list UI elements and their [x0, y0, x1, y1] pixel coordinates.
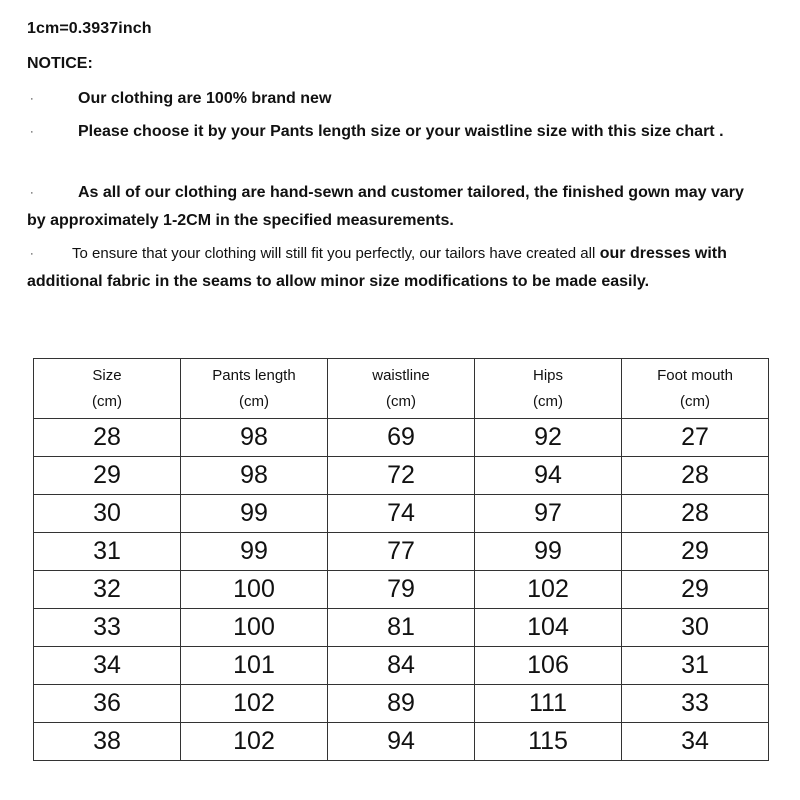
table-cell: 33	[622, 685, 769, 723]
table-cell: 36	[34, 685, 181, 723]
table-cell: 28	[622, 495, 769, 533]
table-cell: 69	[328, 419, 475, 457]
header-cell: Pants length (cm)	[181, 359, 328, 419]
table-cell: 30	[34, 495, 181, 533]
bullet-icon: ·	[30, 248, 34, 260]
notice-item	[27, 118, 757, 146]
table-cell: 98	[181, 419, 328, 457]
table-row	[34, 419, 769, 457]
table-row	[34, 647, 769, 685]
table-cell: 92	[475, 419, 622, 457]
table-cell: 79	[328, 571, 475, 609]
table-cell: 27	[622, 419, 769, 457]
table-cell: 29	[622, 571, 769, 609]
table-cell: 34	[622, 723, 769, 761]
table-cell: 38	[34, 723, 181, 761]
table-cell: 99	[181, 533, 328, 571]
notice-text: As all of our clothing are hand-sewn and customer tailored, the finished gown may vary by approximately 1-2CM in the specified measurements.	[27, 184, 744, 229]
table-cell: 28	[622, 457, 769, 495]
table-row	[34, 609, 769, 647]
table-cell: 34	[34, 647, 181, 685]
table-cell: 100	[181, 571, 328, 609]
notice-text: Please choose it by your Pants length size or your waistline size with this size chart .	[78, 123, 724, 140]
table-row	[34, 571, 769, 609]
table-cell: 101	[181, 647, 328, 685]
table-cell: 99	[475, 533, 622, 571]
bullet-icon: ·	[30, 93, 34, 105]
table-cell: 104	[475, 609, 622, 647]
table-cell: 102	[181, 723, 328, 761]
notice-text-normal: To ensure that your clothing will still fit you perfectly, our tailors have created all	[72, 245, 596, 262]
table-cell: 81	[328, 609, 475, 647]
table-cell: 102	[181, 685, 328, 723]
notice-text: Our clothing are 100% brand new	[78, 90, 332, 107]
table-cell: 106	[475, 647, 622, 685]
table-cell: 28	[34, 419, 181, 457]
unit-conversion: 1cm=0.3937inch	[27, 20, 152, 37]
table-cell: 72	[328, 457, 475, 495]
header-cell: Hips (cm)	[475, 359, 622, 419]
header-cell: Size (cm)	[34, 359, 181, 419]
table-cell: 77	[328, 533, 475, 571]
table-cell: 31	[622, 647, 769, 685]
notice-title: NOTICE:	[27, 55, 93, 72]
table-cell: 33	[34, 609, 181, 647]
table-cell: 97	[475, 495, 622, 533]
table-cell: 94	[328, 723, 475, 761]
table-cell: 115	[475, 723, 622, 761]
table-cell: 30	[622, 609, 769, 647]
notice-item	[27, 179, 757, 235]
table-cell: 29	[622, 533, 769, 571]
table-cell: 32	[34, 571, 181, 609]
header-cell: waistline (cm)	[328, 359, 475, 419]
table-cell: 89	[328, 685, 475, 723]
table-cell: 99	[181, 495, 328, 533]
bullet-icon: ·	[30, 187, 34, 199]
table-cell: 111	[475, 685, 622, 723]
table-row	[34, 457, 769, 495]
table-row	[34, 685, 769, 723]
table-cell: 102	[475, 571, 622, 609]
notice-item	[27, 240, 757, 296]
table-row	[34, 723, 769, 761]
notice-text	[27, 245, 727, 290]
table-cell: 100	[181, 609, 328, 647]
size-chart-table	[33, 358, 769, 761]
bullet-icon: ·	[30, 126, 34, 138]
notice-text-bold: our dresses with additional fabric in the seams to allow minor size modifications to be made easily.	[27, 245, 727, 290]
table-row	[34, 495, 769, 533]
table-cell: 31	[34, 533, 181, 571]
table-header-row	[34, 359, 769, 419]
header-cell: Foot mouth (cm)	[622, 359, 769, 419]
notice-item	[27, 85, 757, 113]
table-cell: 94	[475, 457, 622, 495]
table-cell: 98	[181, 457, 328, 495]
table-cell: 74	[328, 495, 475, 533]
table-cell: 84	[328, 647, 475, 685]
table-cell: 29	[34, 457, 181, 495]
table-row	[34, 533, 769, 571]
